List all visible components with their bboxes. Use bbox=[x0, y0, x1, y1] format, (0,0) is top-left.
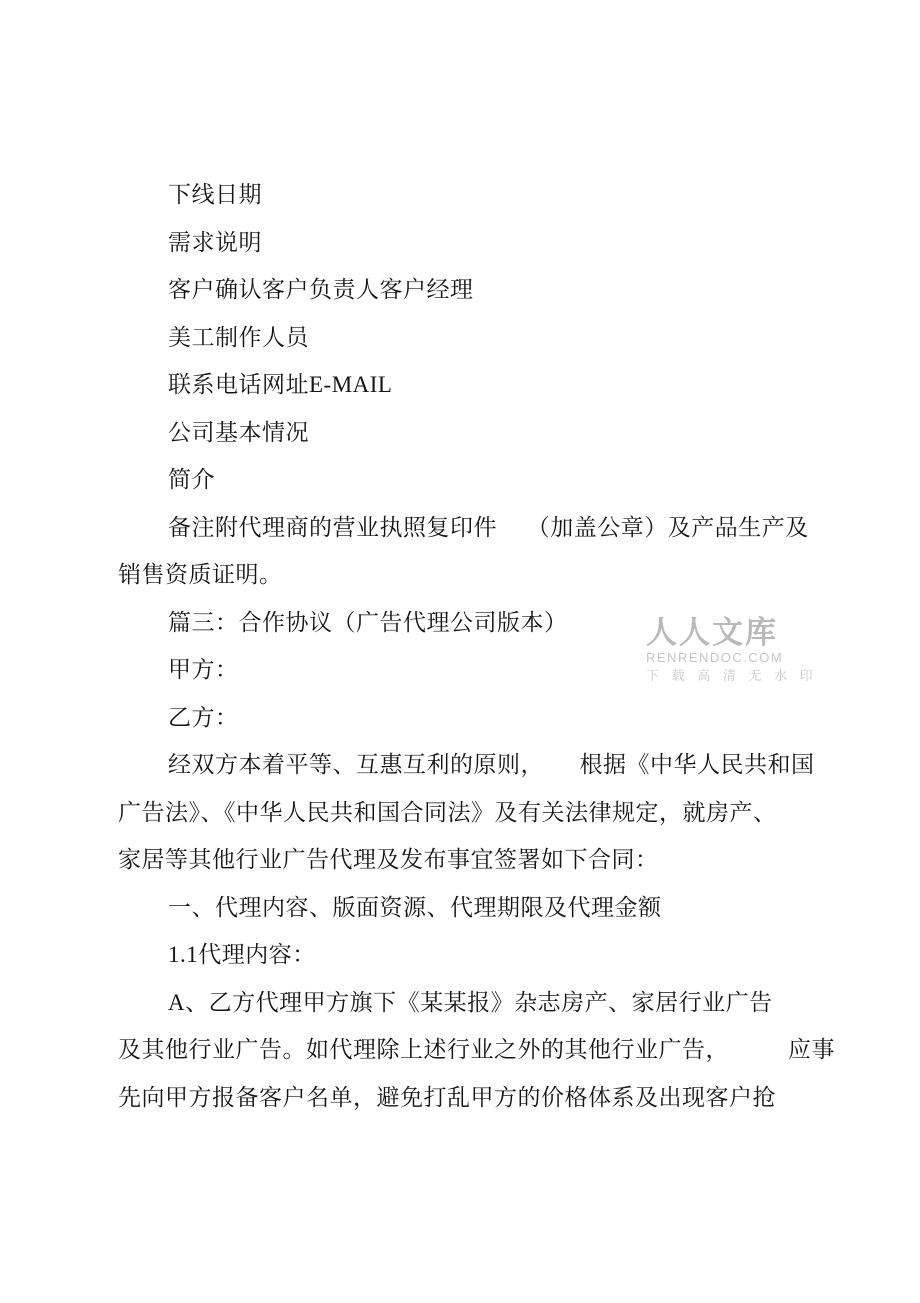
document-line: A、乙方代理甲方旗下《某某报》杂志房产、家居行业广告 bbox=[168, 989, 773, 1015]
document-line: 简介 bbox=[168, 467, 215, 492]
document-line: 公司基本情况 bbox=[168, 419, 309, 445]
document-line: 下线日期 bbox=[168, 182, 262, 207]
document-body bbox=[118, 171, 835, 1121]
document-line: 客户确认客户负责人客户经理 bbox=[168, 277, 474, 302]
document-line: 1.1代理内容： bbox=[168, 942, 316, 967]
document-line: 乙方： bbox=[168, 704, 239, 730]
document-line: 销售资质证明。 bbox=[118, 562, 283, 587]
document-line: 广告法》、《中华人民共和国合同法》及有关法律规定，就房产、 bbox=[118, 799, 777, 825]
document-line: 备注附代理商的营业执照复印件 （加盖公章）及产品生产及 bbox=[168, 514, 809, 540]
watermark-tagline: 下 载 高 清 无 水 印 bbox=[646, 668, 818, 683]
document-line: 家居等其他行业广告代理及发布事宜签署如下合同： bbox=[118, 847, 659, 872]
document-line: 先向甲方报备客户名单，避免打乱甲方的价格体系及出现客户抢 bbox=[118, 1084, 776, 1110]
document-line: 联系电话网址E-MAIL bbox=[168, 372, 393, 397]
watermark-title: 人人文库 bbox=[646, 615, 778, 650]
watermark-domain: RENRENDOC.COM bbox=[646, 650, 784, 665]
document-line: 美工制作人员 bbox=[168, 324, 309, 350]
document-line: 甲方： bbox=[168, 657, 239, 682]
document-line: 篇三：合作协议（广告代理公司版本） bbox=[168, 609, 568, 635]
document-line: 及其他行业广告。如代理除上述行业之外的其他行业广告， 应事 bbox=[118, 1037, 835, 1062]
document-line: 经双方本着平等、互惠互利的原则， 根据《中华人民共和国 bbox=[168, 752, 815, 777]
document-line: 需求说明 bbox=[168, 229, 262, 255]
document-line: 一、代理内容、版面资源、代理期限及代理金额 bbox=[168, 894, 662, 920]
